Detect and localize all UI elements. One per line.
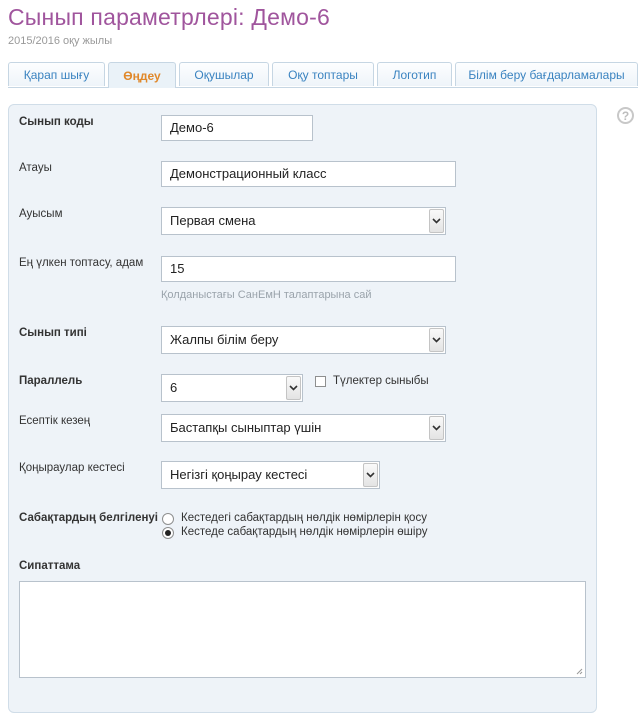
tab-bar-divider — [8, 87, 638, 88]
shift-select[interactable] — [161, 207, 446, 235]
chevron-down-icon — [429, 209, 444, 233]
class-type-select-value: Жалпы білім беру — [170, 332, 279, 347]
description-textarea[interactable] — [19, 581, 586, 678]
parallel-select-value: 6 — [170, 380, 178, 395]
report-period-label: Есептік кезең — [19, 415, 91, 427]
class-type-label: Сынып типі — [19, 327, 87, 339]
chevron-down-icon — [286, 376, 301, 400]
tab-students[interactable]: Оқушылар — [179, 62, 269, 86]
help-question-icon[interactable]: ? — [617, 107, 634, 124]
report-period-select[interactable] — [161, 414, 446, 442]
parallel-select[interactable] — [161, 374, 303, 402]
resize-handle-icon[interactable] — [576, 668, 583, 675]
report-period-select-value: Бастапқы сыныптар үшін — [170, 420, 322, 435]
tab-education-programs[interactable]: Білім беру бағдарламалары — [455, 62, 638, 86]
max-group-label: Ең үлкен топтасу, адам — [19, 257, 144, 269]
academic-year: 2015/2016 оқу жылы — [8, 35, 113, 47]
bell-schedule-select[interactable] — [161, 461, 380, 489]
max-group-hint: Қолданыстағы СанЕмН талаптарына сай — [161, 289, 372, 301]
max-group-input[interactable]: 15 — [161, 256, 456, 282]
bell-schedule-label: Қоңыраулар кестесі — [19, 462, 125, 474]
lesson-marking-radio-disable[interactable] — [162, 527, 174, 539]
class-type-select[interactable] — [161, 326, 446, 354]
shift-label: Ауысым — [19, 208, 63, 220]
description-label: Сипаттама — [19, 560, 81, 572]
tab-study-groups[interactable]: Оқу топтары — [272, 62, 374, 86]
graduates-checkbox-label: Түлектер сыныбы — [333, 375, 429, 387]
class-code-input[interactable]: Демо-6 — [161, 115, 313, 141]
lesson-marking-option-disable: Кестеде сабақтардың нөлдік нөмірлерін өшіру — [181, 526, 428, 538]
name-input[interactable]: Демонстрационный класс — [161, 161, 456, 187]
chevron-down-icon — [429, 416, 444, 440]
lesson-marking-option-enable: Кестедегі сабақтардың нөлдік нөмірлерін қосу — [181, 512, 427, 524]
tab-view[interactable]: Қарап шығу — [8, 62, 105, 86]
graduates-checkbox[interactable] — [315, 376, 326, 387]
page-title: Сынып параметрлері: Демо-6 — [8, 4, 330, 30]
tab-edit[interactable]: Өңдеу — [108, 62, 176, 88]
lesson-marking-radio-enable[interactable] — [162, 513, 174, 525]
parallel-label: Параллель — [19, 375, 83, 387]
bell-schedule-select-value: Негізгі қоңырау кестесі — [170, 467, 308, 482]
class-code-label: Сынып коды — [19, 116, 94, 128]
chevron-down-icon — [429, 328, 444, 352]
name-label: Атауы — [19, 162, 52, 174]
tab-logo[interactable]: Логотип — [377, 62, 452, 86]
lesson-marking-label: Сабақтардың белгіленуі — [19, 512, 158, 524]
tab-bar — [8, 62, 638, 88]
shift-select-value: Первая смена — [170, 213, 256, 228]
chevron-down-icon — [363, 463, 378, 487]
